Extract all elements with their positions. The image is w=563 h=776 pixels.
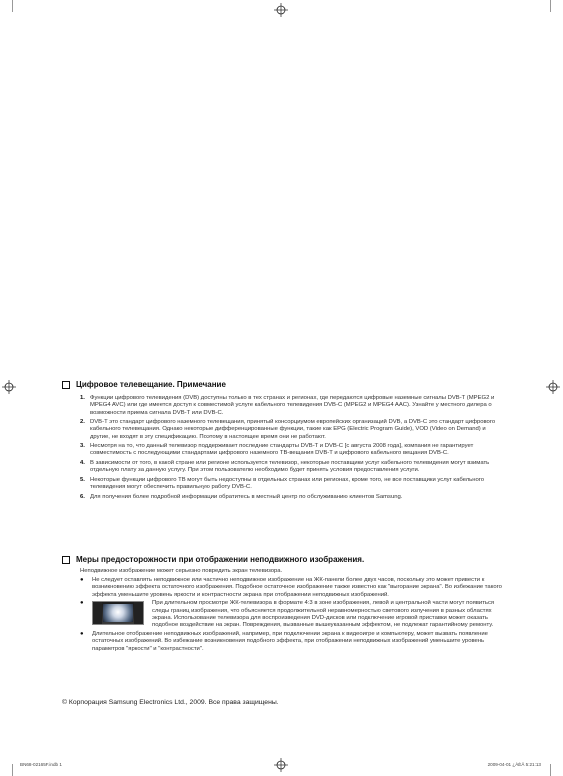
- item-text: При длительном просмотре ЖК-телевизора в формате 4:3 в зоне изображения, левой и центральной части могут появиться следы границ изображения, что объясняется продолжительной неравномерностью светового излучения в разных областях экрана. Использование телевизора для воспроизведения DVD-дисков или подключение игровой приставки может оказать подобное воздействие на экран. Повреждения, вызванные вышеуказанным эффектом, не подлежат гарантийному ремонту.: [152, 600, 495, 629]
- copyright-notice: © Корпорация Samsung Electronics Ltd., 2009. Все права защищены.: [62, 699, 279, 706]
- footer-file-name: BN68-02165F.indb 1: [20, 762, 62, 767]
- item-number: 1.: [80, 395, 85, 401]
- checkbox-icon: [62, 381, 70, 389]
- registration-mark-top-icon: [274, 3, 288, 17]
- section-intro: Неподвижное изображение может серьезно повредить экран телевизора.: [80, 568, 283, 574]
- list-item: [80, 477, 500, 492]
- section-title-text: Цифровое телевещание. Примечание: [76, 380, 226, 389]
- list-item: [80, 631, 505, 653]
- section-title-dvb: [62, 380, 226, 389]
- list-item: [80, 494, 500, 501]
- still-image-precautions-list: [80, 577, 505, 654]
- section-title-text: Меры предосторожности при отображении неподвижного изображения.: [76, 555, 365, 564]
- list-item: [80, 600, 505, 629]
- crop-mark: [12, 0, 13, 12]
- registration-mark-left-icon: [2, 380, 16, 394]
- list-item: [80, 419, 500, 441]
- registration-mark-right-icon: [546, 380, 560, 394]
- crop-mark: [12, 764, 13, 776]
- item-text: Функции цифрового телевидения (DVB) доступны только в тех странах и регионах, где передаются цифровые наземные сигналы DVB-T (MPEG2 и MPEG4 AVC) или где имеется доступ к совместимой услуге кабельного телевидения DVB-C (MPEG2 и MPEG4 AAC). Узнайте у местного дилера о возможности приема сигнала DVB-T или DVB-C.: [90, 395, 495, 416]
- section-title-still-image: [62, 555, 364, 564]
- bullet-icon: ●: [80, 600, 84, 607]
- item-number: 2.: [80, 419, 85, 426]
- item-text: Длительное отображение неподвижных изображений, например, при подключении экрана к видеоигре и компьютеру, может вызвать появление остаточных изображений. Во избежание возникновения подобного эффекта, при отображении неподвижных изображений уменьшите уровень параметров "яркости" и "контрастности".: [92, 631, 488, 652]
- list-item: [80, 577, 505, 599]
- list-item: [80, 460, 500, 475]
- item-number: 4.: [80, 459, 85, 466]
- checkbox-icon: [62, 556, 70, 564]
- item-number: 6.: [80, 493, 85, 500]
- footer-timestamp: 2009-04-01 ¿ÀÈÄ 5:21:13: [487, 762, 541, 767]
- tv-screen-4-3-image: [92, 601, 144, 625]
- item-text: Для получения более подробной информации обратитесь в местный центр по обслуживанию клиентов Samsung.: [90, 493, 403, 500]
- registration-mark-bottom-icon: [274, 758, 288, 772]
- item-text: Некоторые функции цифрового ТВ могут быть недоступны в отдельных странах или регионах, кроме того, не все поставщики услуг кабельного телевидения могут обеспечить правильную работу DVB-C.: [90, 476, 485, 491]
- list-item: [80, 443, 500, 458]
- item-number: 3.: [80, 443, 85, 450]
- crop-mark: [550, 764, 551, 776]
- bullet-icon: ●: [80, 631, 84, 638]
- list-item: [80, 395, 500, 417]
- item-text: Не следует оставлять неподвижное или частично неподвижное изображение на ЖК-панели более двух часов, поскольку это может привести к возникновению эффекта остаточного изображения. Подобное остаточное изображение также известно как "выгорание экрана". Во избежание такого эффекта уменьшите уровень яркости и контрастности экрана при отображении неподвижных изображений.: [92, 577, 502, 598]
- item-text: Несмотря на то, что данный телевизор поддерживает последние стандарты DVB-T и DVB-C [с августа 2008 года], компания не гарантирует совместимость с последующими стандартами цифрового наземного ТВ-вещания DVB-T и цифрового кабельного вещания DVB-C.: [90, 443, 474, 457]
- item-text: В зависимости от того, в какой стране или регионе используется телевизор, некоторые поставщики услуг кабельного телевидения могут взимать отдельную плату за данную услугу. При этом пользователю необходимо будет принять условия предоставления услуги.: [90, 459, 490, 474]
- item-number: 5.: [80, 476, 85, 483]
- item-text: DVB-T это стандарт цифрового наземного телевещания, принятый консорциумом европейских организаций DVB, а DVB-C это стандарт цифрового кабельного телевещания. Однако некоторые дифференцированные функции, такие как EPG (Electric Program Guide), VOD (Video on Demand) и другие, не входят в эту спецификацию. Поэтому в настоящее время они не работают.: [90, 419, 496, 440]
- bullet-icon: ●: [80, 577, 84, 583]
- crop-mark: [550, 0, 551, 12]
- dvb-notes-list: [80, 395, 500, 503]
